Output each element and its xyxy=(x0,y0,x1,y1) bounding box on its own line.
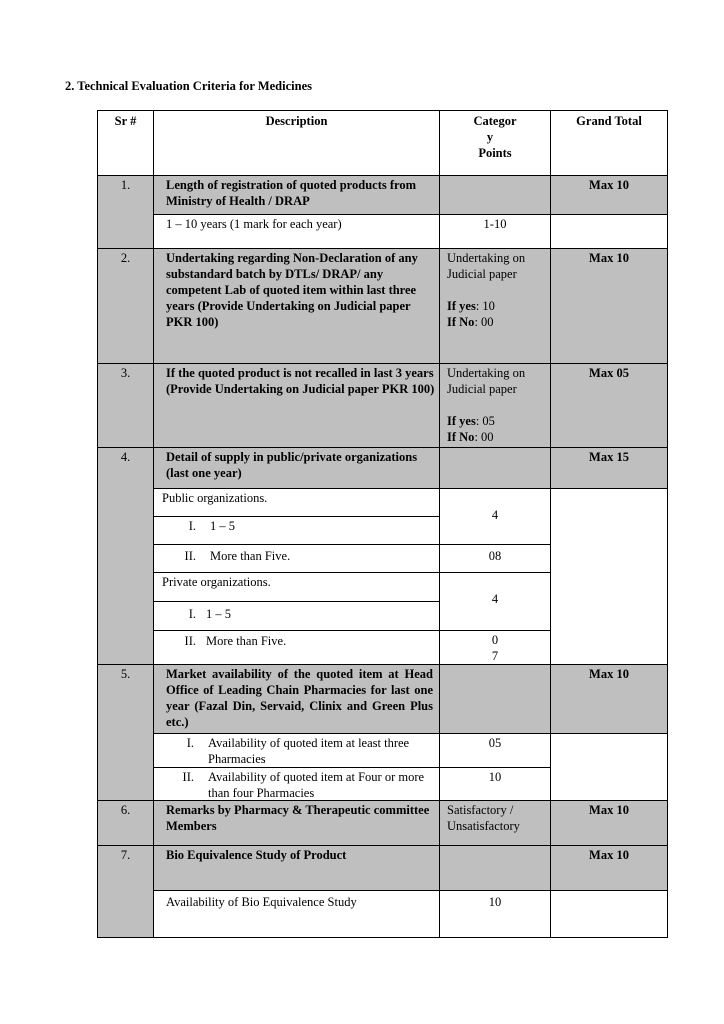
row2-yes-value: : 10 xyxy=(475,299,495,313)
row1-sr: 1. xyxy=(97,175,154,249)
row4-public-i-text: 1 – 5 xyxy=(210,519,235,533)
header-grand-total: Grand Total xyxy=(550,110,668,176)
row3-yes-label: If yes xyxy=(447,414,476,428)
row4-private-ii xyxy=(153,630,440,665)
row3-category xyxy=(439,363,551,448)
row5-option-i-points: 05 xyxy=(439,733,551,768)
row4-private-ii-points xyxy=(439,630,551,665)
header-sr: Sr # xyxy=(97,110,154,176)
row5-option-ii xyxy=(153,767,440,801)
row4-public-i-num: I. xyxy=(188,519,196,533)
row3-no-label: If No xyxy=(447,430,475,444)
header-category-points xyxy=(439,110,551,176)
row5-option-i xyxy=(153,733,440,768)
evaluation-table xyxy=(97,110,668,938)
row7-sub-total xyxy=(550,890,668,938)
row4-sub-total xyxy=(550,488,668,665)
row6-max: Max 10 xyxy=(550,800,668,846)
row6-sr: 6. xyxy=(97,800,154,846)
row3-sr: 3. xyxy=(97,363,154,448)
row5-option-ii-num: II. xyxy=(182,770,194,784)
row5-option-i-text: Availability of quoted item at least three Pharmacies xyxy=(208,736,410,766)
row2-max: Max 10 xyxy=(550,248,668,364)
row4-private-i-num: I. xyxy=(188,607,196,621)
row4-private-i xyxy=(153,601,440,631)
row4-private-i-points: 4 xyxy=(439,572,551,631)
row1-sub-points: 1-10 xyxy=(439,214,551,249)
row1-title: Length of registration of quoted products from Ministry of Health / DRAP xyxy=(153,175,440,215)
row2-sr: 2. xyxy=(97,248,154,364)
row4-max: Max 15 xyxy=(550,447,668,489)
row3-cat-line2: Judicial paper xyxy=(447,382,517,396)
row3-yes-value: : 05 xyxy=(475,414,495,428)
row4-private-ii-text: More than Five. xyxy=(206,634,287,648)
row5-option-i-num: I. xyxy=(186,736,194,750)
row7-category xyxy=(439,845,551,891)
row1-max: Max 10 xyxy=(550,175,668,215)
row4-public-ii xyxy=(153,544,440,573)
row4-private-ii-num: II. xyxy=(184,634,196,648)
header-cat-line3: Points xyxy=(478,146,512,160)
row3-no-value: : 00 xyxy=(474,430,494,444)
row6-cat-line1: Satisfactory / xyxy=(447,803,514,817)
row4-title: Detail of supply in public/private organizations (last one year) xyxy=(153,447,440,489)
row5-title: Market availability of the quoted item at Head Office of Leading Chain Pharmacies for last one year (Fazal Din, Servaid, Clinix and Green Plus etc.) xyxy=(153,664,440,734)
row3-title: If the quoted product is not recalled in last 3 years (Provide Undertaking on Judicial paper PKR 100) xyxy=(153,363,440,448)
row3-max: Max 05 xyxy=(550,363,668,448)
row5-max: Max 10 xyxy=(550,664,668,734)
row4-public-i xyxy=(153,516,440,545)
row2-no-label: If No xyxy=(447,315,475,329)
row2-cat-line2: Judicial paper xyxy=(447,267,517,281)
row4-private-i-text: 1 – 5 xyxy=(206,607,231,621)
row7-sub-points: 10 xyxy=(439,890,551,938)
row7-max: Max 10 xyxy=(550,845,668,891)
row4-category xyxy=(439,447,551,489)
row5-option-ii-points: 10 xyxy=(439,767,551,801)
row6-title: Remarks by Pharmacy & Therapeutic committee Members xyxy=(153,800,440,846)
row5-sr: 5. xyxy=(97,664,154,801)
row5-option-ii-text: Availability of quoted item at Four or more than four Pharmacies xyxy=(208,770,425,800)
row5-sub-total xyxy=(550,733,668,801)
row2-cat-line1: Undertaking on xyxy=(447,251,526,265)
row4-private-ii-points-b: 7 xyxy=(491,649,499,663)
row7-sub-desc: Availability of Bio Equivalence Study xyxy=(153,890,440,938)
row2-yes-label: If yes xyxy=(447,299,476,313)
row6-category xyxy=(439,800,551,846)
row1-sub-desc: 1 – 10 years (1 mark for each year) xyxy=(153,214,440,249)
row5-category xyxy=(439,664,551,734)
row4-public-label: Public organizations. xyxy=(153,488,440,517)
header-description: Description xyxy=(153,110,440,176)
row4-private-ii-points-a: 0 xyxy=(491,633,499,647)
row4-sr: 4. xyxy=(97,447,154,665)
row3-cat-line1: Undertaking on xyxy=(447,366,526,380)
row4-public-ii-text: More than Five. xyxy=(210,549,291,563)
row7-sr: 7. xyxy=(97,845,154,938)
row2-title: Undertaking regarding Non-Declaration of any substandard batch by DTLs/ DRAP/ any competent Lab of quoted item within last three years (Provide Undertaking on Judicial paper PKR 100) xyxy=(153,248,440,364)
row4-public-ii-num: II. xyxy=(184,549,196,563)
row1-category xyxy=(439,175,551,215)
header-cat-line2: y xyxy=(486,130,494,144)
row4-public-ii-points: 08 xyxy=(439,544,551,573)
row7-title: Bio Equivalence Study of Product xyxy=(153,845,440,891)
page-title: 2. Technical Evaluation Criteria for Medicines xyxy=(65,79,312,93)
row6-cat-line2: Unsatisfactory xyxy=(447,819,520,833)
header-cat-line1: Categor xyxy=(473,114,517,128)
row2-category xyxy=(439,248,551,364)
row2-no-value: : 00 xyxy=(474,315,494,329)
row4-public-i-points: 4 xyxy=(439,488,551,545)
row4-private-label: Private organizations. xyxy=(153,572,440,602)
row1-sub-total xyxy=(550,214,668,249)
